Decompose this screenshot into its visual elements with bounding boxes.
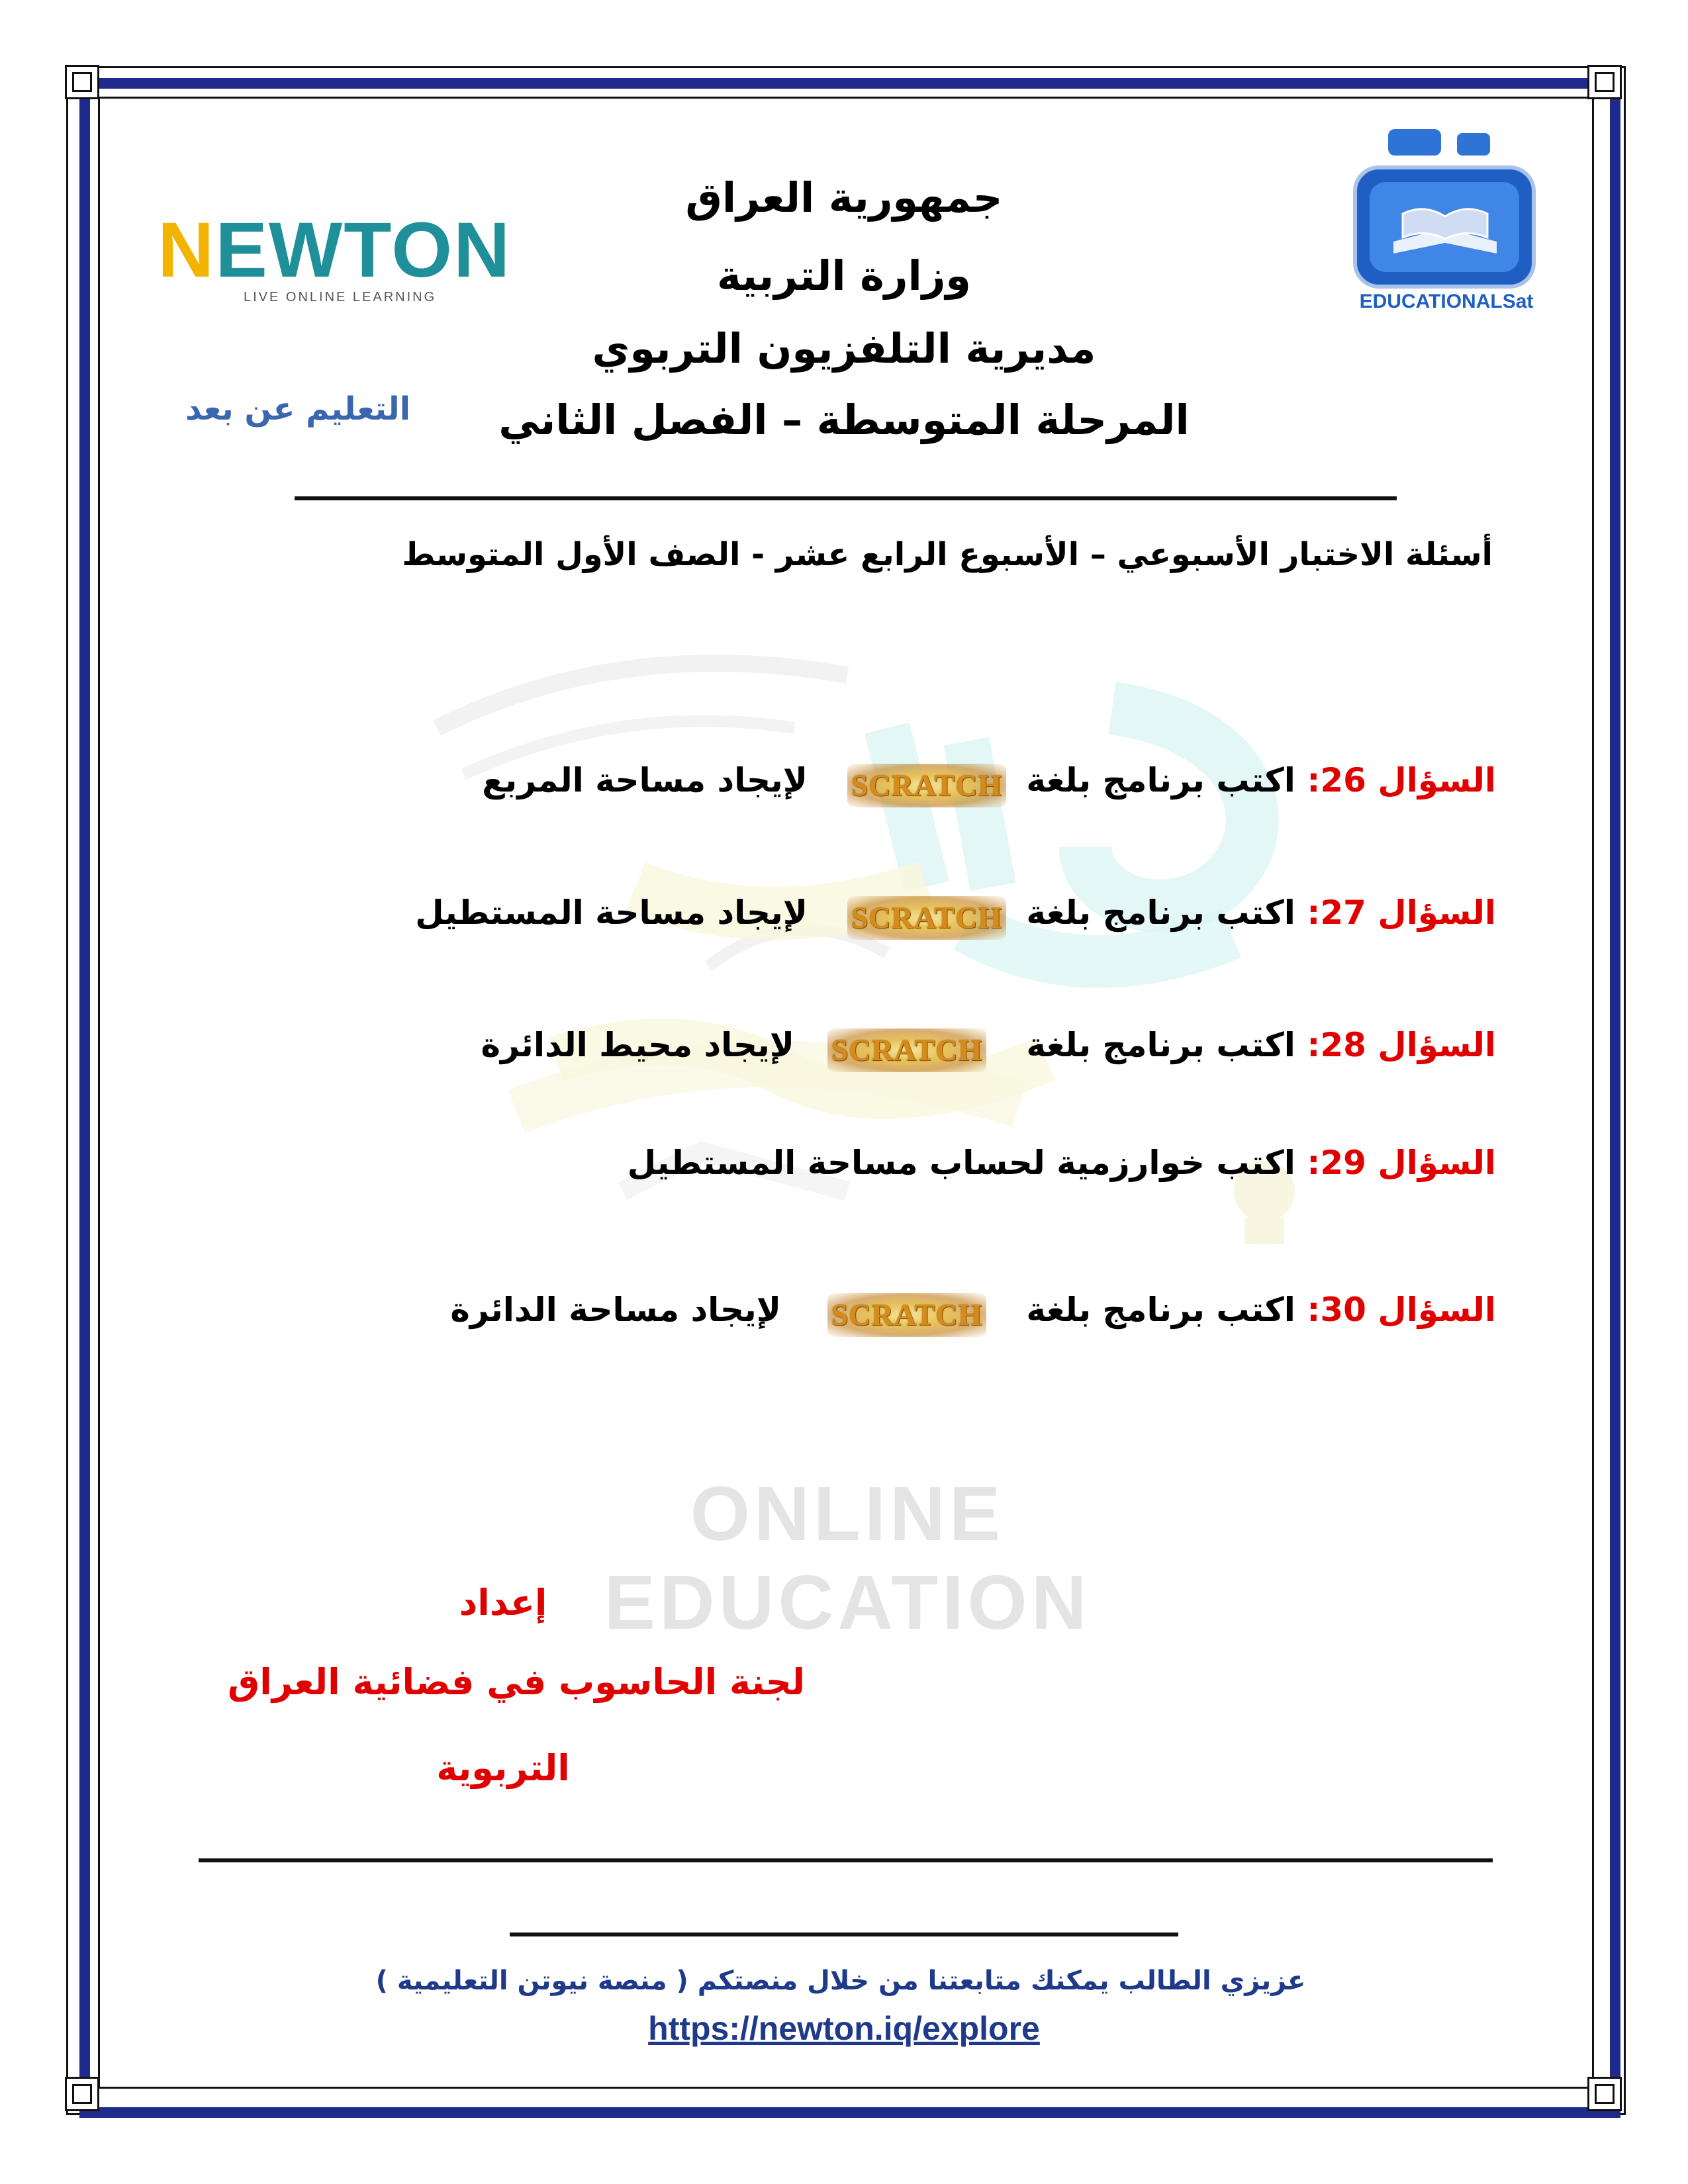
- question-number: 26:: [1307, 761, 1366, 799]
- question-30: [371, 1291, 1496, 1350]
- border-corner-bottom-right: [1587, 2077, 1622, 2111]
- footer-divider: [199, 1858, 1493, 1862]
- footer-divider-short: [510, 1933, 1178, 1936]
- edu-logo-caption: EDUCATIONALSat: [1359, 291, 1534, 312]
- question-label: السؤال: [1378, 1144, 1496, 1182]
- newton-tagline: LIVE ONLINE LEARNING: [244, 290, 437, 304]
- scratch-logo: SCRATCH: [847, 764, 1006, 807]
- question-label: السؤال: [1378, 1291, 1496, 1329]
- exam-subtitle: أسئلة الاختبار الأسبوعي – الأسبوع الرابع عشر - الصف الأول المتوسط: [402, 536, 1493, 573]
- border-corner-top-left: [65, 65, 99, 99]
- question-number: 27:: [1307, 893, 1366, 932]
- scratch-logo: SCRATCH: [827, 1293, 986, 1337]
- question-action: اكتب خوارزمية لحساب مساحة المستطيل: [627, 1144, 1295, 1182]
- newton-logo: [158, 205, 515, 318]
- header-divider: [295, 496, 1397, 500]
- question-label: السؤال: [1378, 893, 1496, 932]
- educational-sat-logo: [1347, 129, 1546, 314]
- newton-explore-link[interactable]: https://newton.iq/explore: [648, 2010, 1040, 2047]
- watermark-text: ONLINE EDUCATION: [604, 1471, 1091, 1645]
- question-action: اكتب برنامج بلغة: [1026, 893, 1295, 932]
- question-28: [371, 1026, 1496, 1085]
- question-target: لإيجاد مساحة الدائرة: [450, 1291, 781, 1329]
- question-action: اكتب برنامج بلغة: [1026, 761, 1295, 799]
- question-number: 28:: [1307, 1026, 1366, 1064]
- question-action: اكتب برنامج بلغة: [1026, 1026, 1295, 1064]
- question-target: لإيجاد مساحة المربع: [482, 761, 808, 799]
- question-26: [371, 761, 1496, 821]
- question-target: لإيجاد مساحة المستطيل: [415, 893, 808, 932]
- header-line-4: المرحلة المتوسطة – الفصل الثاني: [498, 396, 1190, 444]
- newton-logo-word: EWTON: [215, 206, 512, 294]
- border-corner-bottom-left: [65, 2077, 99, 2111]
- question-action: اكتب برنامج بلغة: [1026, 1291, 1295, 1329]
- question-target: لإيجاد محيط الدائرة: [481, 1026, 794, 1064]
- question-29: [371, 1144, 1496, 1203]
- question-label: السؤال: [1378, 1026, 1496, 1064]
- header-line-1: جمهورية العراق: [685, 173, 1003, 222]
- scratch-logo: SCRATCH: [847, 896, 1006, 940]
- header-line-3: مديرية التلفزيون التربوي: [592, 324, 1096, 373]
- prepared-by-label: إعداد: [459, 1582, 547, 1623]
- header-line-2: وزارة التربية: [717, 251, 971, 300]
- committee-name: لجنة الحاسوب في فضائية العراق: [228, 1661, 805, 1703]
- question-number: 30:: [1307, 1291, 1366, 1329]
- question-label: السؤال: [1378, 761, 1496, 799]
- remote-learning-label: التعليم عن بعد: [185, 390, 411, 428]
- scratch-logo: SCRATCH: [827, 1028, 986, 1072]
- committee-name-continued: التربوية: [436, 1747, 570, 1789]
- footer-note: عزيزي الطالب يمكنك متابعتنا من خلال منصتكم ( منصة نيوتن التعليمية ): [375, 1966, 1306, 1996]
- newton-logo-n: N: [158, 206, 216, 294]
- border-corner-top-right: [1587, 65, 1622, 99]
- question-number: 29:: [1307, 1144, 1366, 1182]
- question-27: [371, 893, 1496, 953]
